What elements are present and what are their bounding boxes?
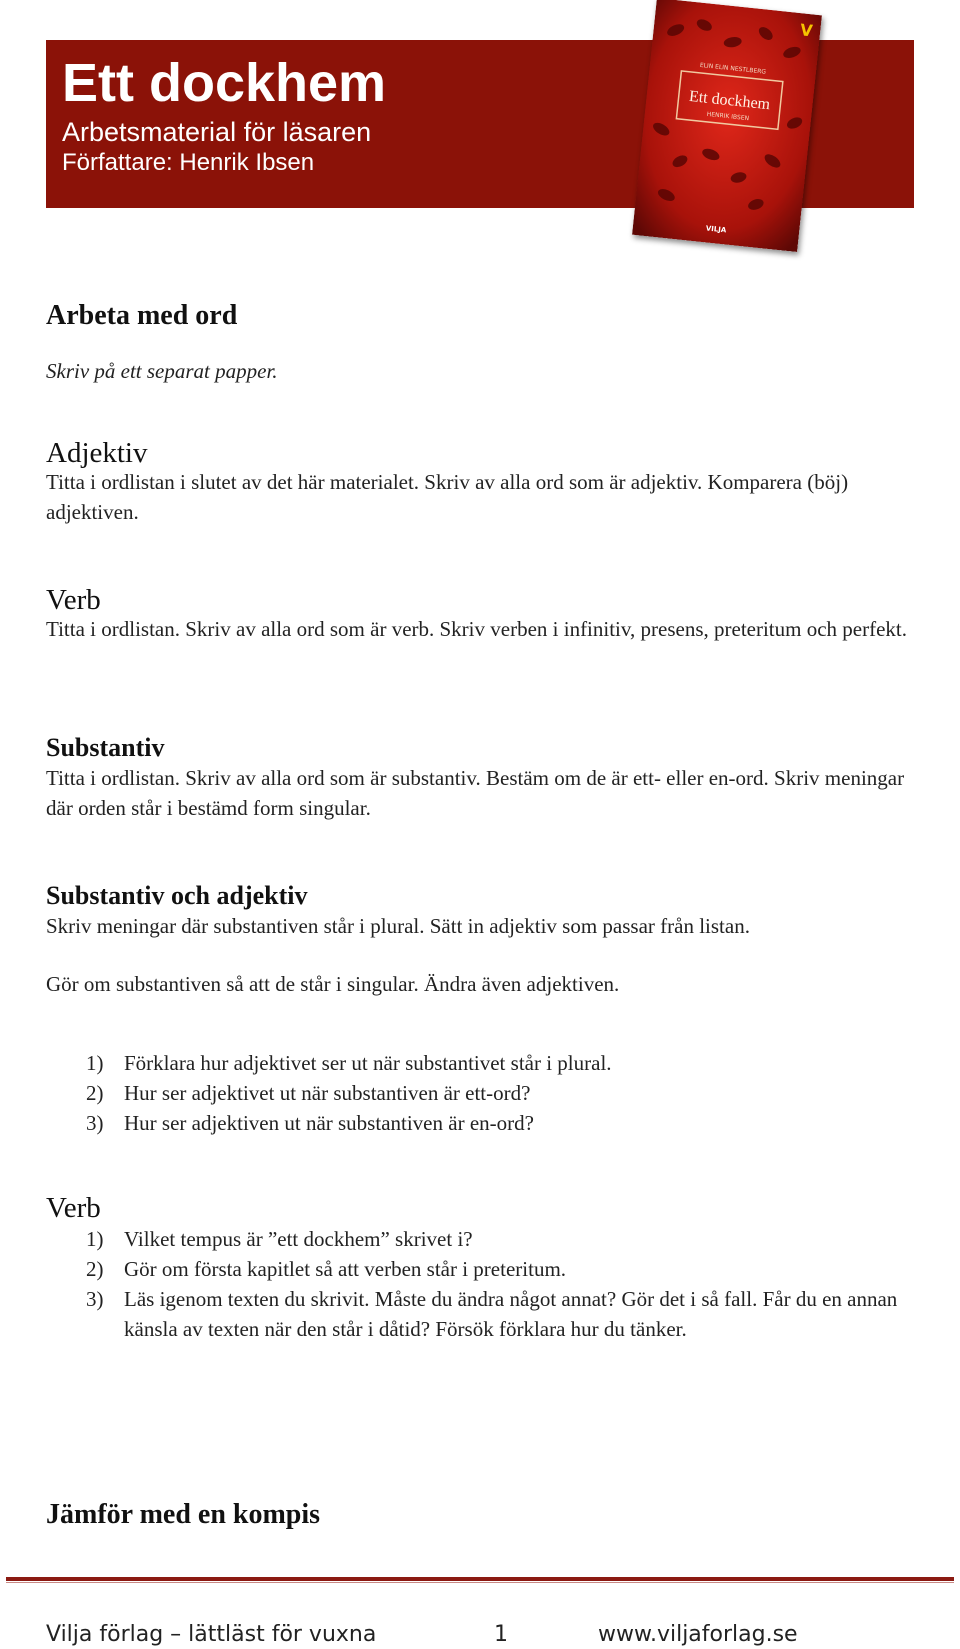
adjektiv-text: Titta i ordlistan i slutet av det här materialet. Skriv av alla ord som är adjektiv. Komparera (böj) adjektiven. <box>46 470 849 524</box>
section-heading-compare: Jämför med en kompis <box>46 1499 321 1530</box>
list-item <box>46 1078 926 1108</box>
cover-badge: V <box>799 20 814 41</box>
document-author: Författare: Henrik Ibsen <box>62 149 315 176</box>
cover-author: HENRIK IBSEN <box>706 110 750 123</box>
verb-text: Titta i ordlistan. Skriv av alla ord som är verb. Skriv verben i infinitiv, presens, preteritum och perfekt. <box>46 617 908 641</box>
list-text: Läs igenom texten du skrivit. Måste du ändra något annat? Gör det i så fall. Får du en annan känsla av texten när den står i dåtid? Försök förklara hur du tänker. <box>124 1287 898 1341</box>
subst-adj-text-1: Skriv meningar där substantiven står i plural. Sätt in adjektiv som passar från listan. <box>46 914 750 938</box>
list-item <box>46 1048 926 1078</box>
section-heading-substantiv-adjektiv: Substantiv och adjektiv <box>46 881 308 910</box>
list-number: 2) <box>86 1081 104 1105</box>
footer-website-link[interactable]: www.viljaforlag.se <box>598 1622 798 1647</box>
list-number: 1) <box>86 1051 104 1075</box>
list-text: Förklara hur adjektivet ser ut när substantivet står i plural. <box>124 1051 612 1075</box>
subst-adj-question-list <box>46 1048 926 1138</box>
footer-divider-shadow <box>6 1582 954 1583</box>
subst-adj-text-2: Gör om substantiven så att de står i singular. Ändra även adjektiven. <box>46 972 620 996</box>
list-text: Hur ser adjektivet ut när substantiven är ett-ord? <box>124 1081 531 1105</box>
document-title: Ett dockhem <box>62 53 387 113</box>
list-number: 2) <box>86 1257 104 1281</box>
list-text: Vilket tempus är ”ett dockhem” skrivet i? <box>124 1227 473 1251</box>
list-number: 1) <box>86 1227 104 1251</box>
substantiv-text: Titta i ordlistan. Skriv av alla ord som är substantiv. Bestäm om de är ett- eller en-ord. Skriv meningar där orden står i bestämd form singular. <box>46 766 905 820</box>
footer-publisher: Vilja förlag – lättläst för vuxna <box>46 1622 377 1647</box>
verb-question-list <box>46 1224 926 1344</box>
footer-divider <box>6 1577 954 1581</box>
section-heading-work: Arbeta med ord <box>46 300 238 331</box>
work-instruction: Skriv på ett separat papper. <box>46 359 278 383</box>
footer-page-number: 1 <box>494 1622 508 1647</box>
section-heading-adjektiv: Adjektiv <box>46 437 148 469</box>
list-number: 3) <box>86 1111 104 1135</box>
document-subtitle: Arbetsmaterial för läsaren <box>62 117 372 147</box>
list-number: 3) <box>86 1287 104 1311</box>
list-item <box>46 1254 926 1284</box>
list-item <box>46 1224 926 1254</box>
list-item <box>46 1108 926 1138</box>
book-cover-image <box>632 0 822 252</box>
cover-publisher: VILJA <box>705 224 727 235</box>
list-text: Gör om första kapitlet så att verben står i preteritum. <box>124 1257 567 1281</box>
cover-title: Ett dockhem <box>688 87 771 114</box>
cover-top-text: ELIN ELIN NESTLBERG <box>699 61 767 76</box>
section-heading-verb: Verb <box>46 584 101 616</box>
list-item <box>46 1284 926 1344</box>
section-heading-substantiv: Substantiv <box>46 733 165 762</box>
list-text: Hur ser adjektiven ut när substantiven är en-ord? <box>124 1111 534 1135</box>
section-heading-verb-2: Verb <box>46 1192 101 1224</box>
